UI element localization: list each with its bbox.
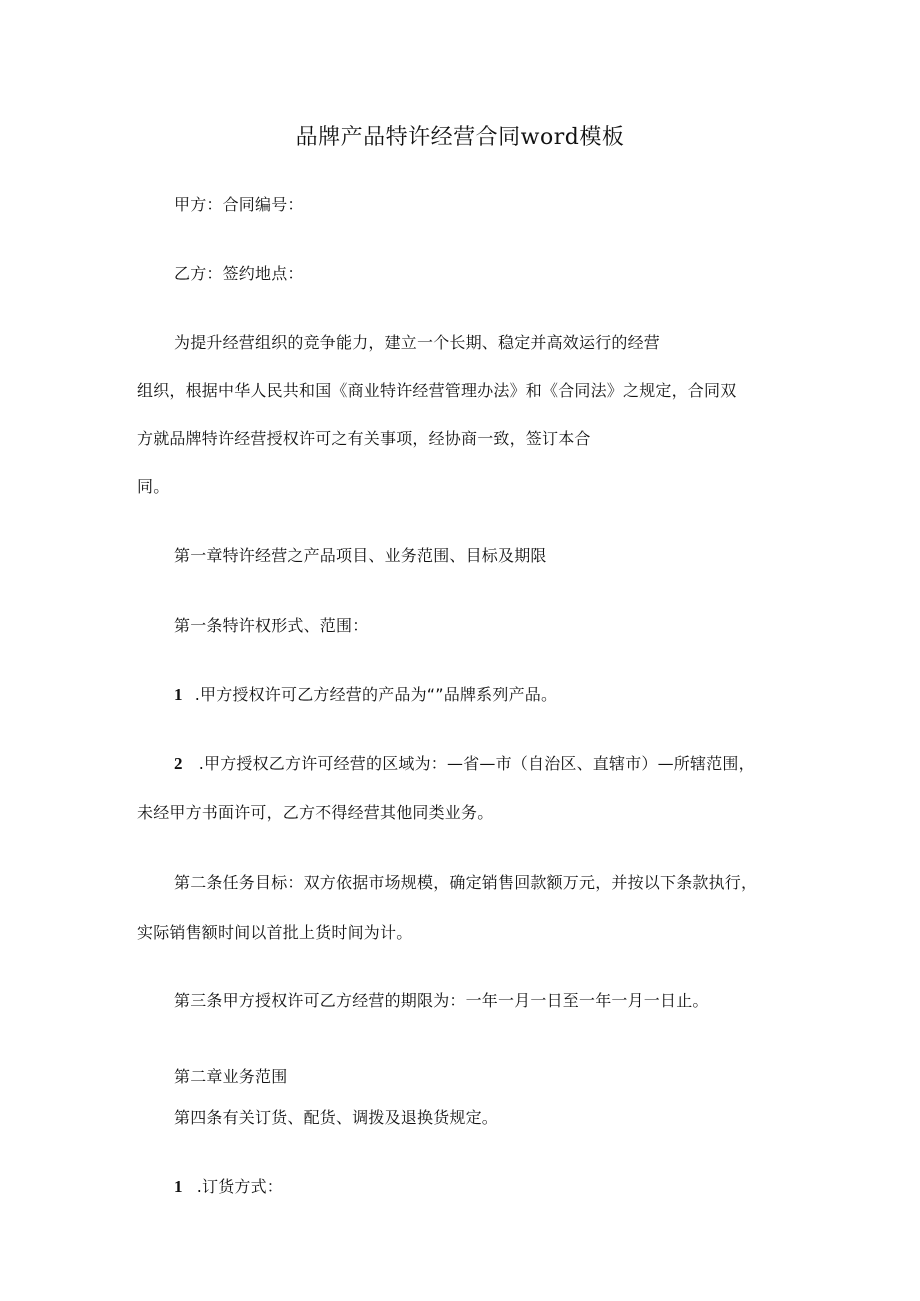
- item-text: .甲方授权乙方许可经营的区域为：—省—市（自治区、直辖市）—所辖范围，: [198, 754, 755, 773]
- chapter1-heading: 第一章特许经营之产品项目、业务范围、目标及期限: [174, 546, 547, 565]
- article1-item1: [174, 684, 557, 706]
- article4-heading: 第四条有关订货、配货、调拨及退换货规定。: [174, 1108, 499, 1127]
- document-title: 品牌产品特许经营合同word模板: [295, 125, 625, 150]
- item-number: 1: [174, 1177, 183, 1196]
- item-text: .甲方授权许可乙方经营的产品为“”品牌系列产品。: [194, 685, 558, 704]
- preamble-line-3: 方就品牌特许经营授权许可之有关事项，经协商一致，签订本合: [137, 429, 591, 448]
- article1-heading: 第一条特许权形式、范围：: [174, 616, 369, 635]
- article3-line: 第三条甲方授权许可乙方经营的期限为：一年一月一日至一年一月一日止。: [174, 991, 709, 1010]
- preamble-line-4: 同。: [137, 477, 170, 496]
- preamble-line-1: 为提升经营组织的竞争能力，建立一个长期、稳定并高效运行的经营: [174, 333, 661, 352]
- party-a-line: 甲方：合同编号：: [174, 195, 304, 214]
- item-number: 1: [174, 685, 183, 704]
- article1-item2-continued: 未经甲方书面许可，乙方不得经营其他同类业务。: [137, 803, 494, 822]
- party-b-line: 乙方：签约地点：: [174, 264, 304, 283]
- article2-line-1: 第二条任务目标：双方依据市场规模，确定销售回款额万元，并按以下条款执行，: [174, 873, 758, 892]
- article2-line-2: 实际销售额时间以首批上货时间为计。: [137, 923, 413, 942]
- item-number: 2: [174, 754, 183, 773]
- article4-item1: [174, 1176, 283, 1198]
- article1-item2: [174, 753, 755, 775]
- item-text: .订货方式：: [196, 1177, 283, 1196]
- preamble-line-2: 组织，根据中华人民共和国《商业特许经营管理办法》和《合同法》之规定，合同双: [137, 381, 737, 400]
- chapter2-heading: 第二章业务范围: [174, 1067, 288, 1086]
